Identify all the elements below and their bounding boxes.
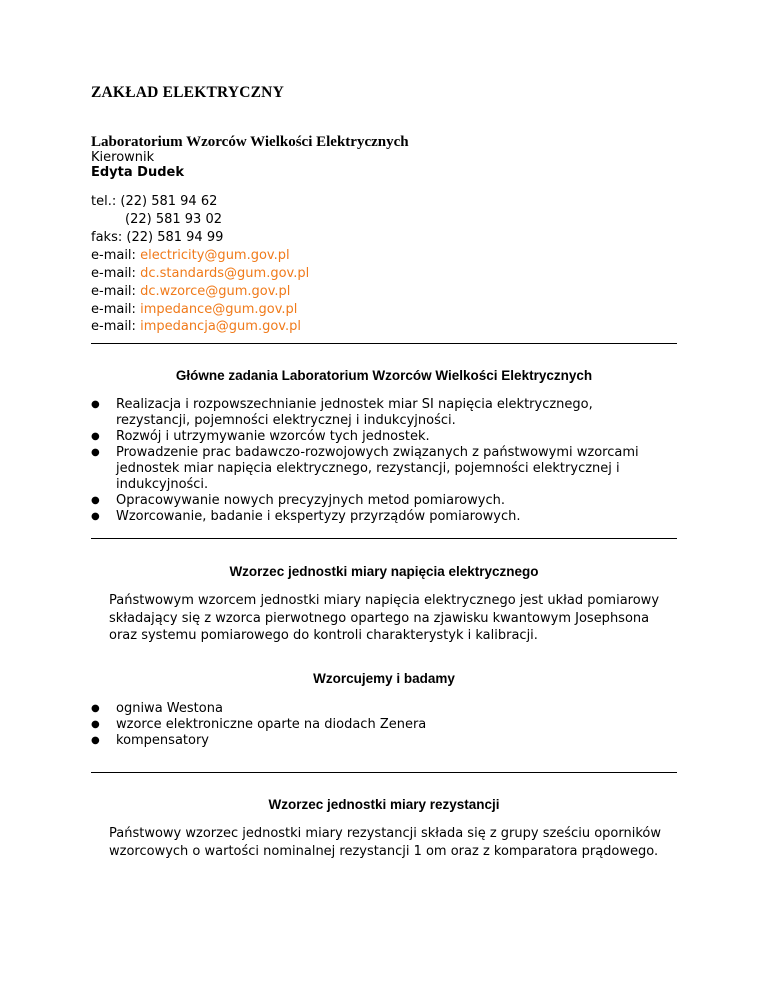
bullet-icon: ● (91, 735, 100, 746)
email-link[interactable]: dc.standards@gum.gov.pl (140, 266, 310, 281)
list-item: ● kompensatory (91, 733, 209, 748)
bullet-icon: ● (91, 447, 100, 458)
email-link[interactable]: electricity@gum.gov.pl (140, 248, 290, 263)
tel-number-1: (22) 581 94 62 (120, 194, 218, 209)
tasks-list (91, 397, 671, 525)
email-label: e-mail: (91, 302, 136, 317)
voltage-description: Państwowym wzorcem jednostki miary napięcia elektrycznego jest układ pomiarowy składający się z wzorca pierwotnego opartego na zjawisku kwantowym Josephsona oraz systemu pomiarowego do kontroli charakterystyk i kalibracji. (109, 593, 660, 643)
section-subtitle-calibration: Wzorcujemy i badamy (313, 671, 455, 686)
contact-block (91, 193, 309, 336)
email-label: e-mail: (91, 248, 136, 263)
section-title-resistance: Wzorzec jednostki miary rezystancji (268, 797, 500, 812)
fax-line (91, 229, 309, 247)
email-label: e-mail: (91, 319, 136, 334)
bullet-icon: ● (91, 511, 100, 522)
list-item: ● wzorce elektroniczne oparte na diodach Zenera (91, 717, 427, 732)
tel-line (91, 193, 309, 211)
email-line (91, 247, 309, 265)
calibration-list (91, 701, 671, 749)
lab-name: Laboratorium Wzorców Wielkości Elektrycznych (91, 134, 409, 150)
divider (91, 538, 677, 539)
bullet-icon: ● (91, 703, 100, 714)
bullet-icon: ● (91, 495, 100, 506)
divider (91, 772, 677, 773)
tel-label: tel.: (91, 194, 117, 209)
tel-number-2: (22) 581 93 02 (125, 212, 222, 227)
list-item: ● Rozwój i utrzymywanie wzorców tych jednostek. (91, 429, 430, 444)
resistance-description: Państwowy wzorzec jednostki miary rezystancji składa się z grupy sześciu oporników wzorcowych o wartości nominalnej rezystancji 1 om oraz z komparatora prądowego. (109, 826, 661, 859)
list-item: ● Realizacja i rozpowszechnianie jednostek miar SI napięcia elektrycznego, rezystancji, pojemności elektrycznej i indukcyjności. (91, 397, 593, 428)
list-item: ● Prowadzenie prac badawczo-rozwojowych związanych z państwowymi wzorcami jednostek miar napięcia elektrycznego, rezystancji, pojemności elektrycznej i indukcyjności. (91, 445, 639, 492)
email-line (91, 283, 309, 301)
list-item: ● Opracowywanie nowych precyzyjnych metod pomiarowych. (91, 493, 505, 508)
email-line (91, 265, 309, 283)
department-title: ZAKŁAD ELEKTRYCZNY (91, 84, 284, 101)
bullet-icon: ● (91, 431, 100, 442)
list-item: ● Wzorcowanie, badanie i ekspertyzy przyrządów pomiarowych. (91, 509, 521, 524)
bullet-icon: ● (91, 719, 100, 730)
divider (91, 343, 677, 344)
fax-label: faks: (91, 230, 123, 245)
email-link[interactable]: impedancja@gum.gov.pl (140, 319, 301, 334)
role-label: Kierownik (91, 150, 155, 165)
section-title-tasks: Główne zadania Laboratorium Wzorców Wielkości Elektrycznych (175, 368, 593, 383)
tel-line-2 (91, 211, 309, 229)
email-label: e-mail: (91, 284, 136, 299)
section-title-voltage: Wzorzec jednostki miary napięcia elektrycznego (229, 564, 539, 579)
list-item: ● ogniwa Westona (91, 701, 223, 716)
bullet-icon: ● (91, 399, 100, 410)
head-name: Edyta Dudek (91, 165, 184, 180)
email-link[interactable]: dc.wzorce@gum.gov.pl (140, 284, 291, 299)
email-line (91, 301, 309, 318)
fax-number: (22) 581 94 99 (126, 230, 224, 245)
email-link[interactable]: impedance@gum.gov.pl (140, 302, 298, 317)
email-line (91, 318, 309, 336)
email-label: e-mail: (91, 266, 136, 281)
